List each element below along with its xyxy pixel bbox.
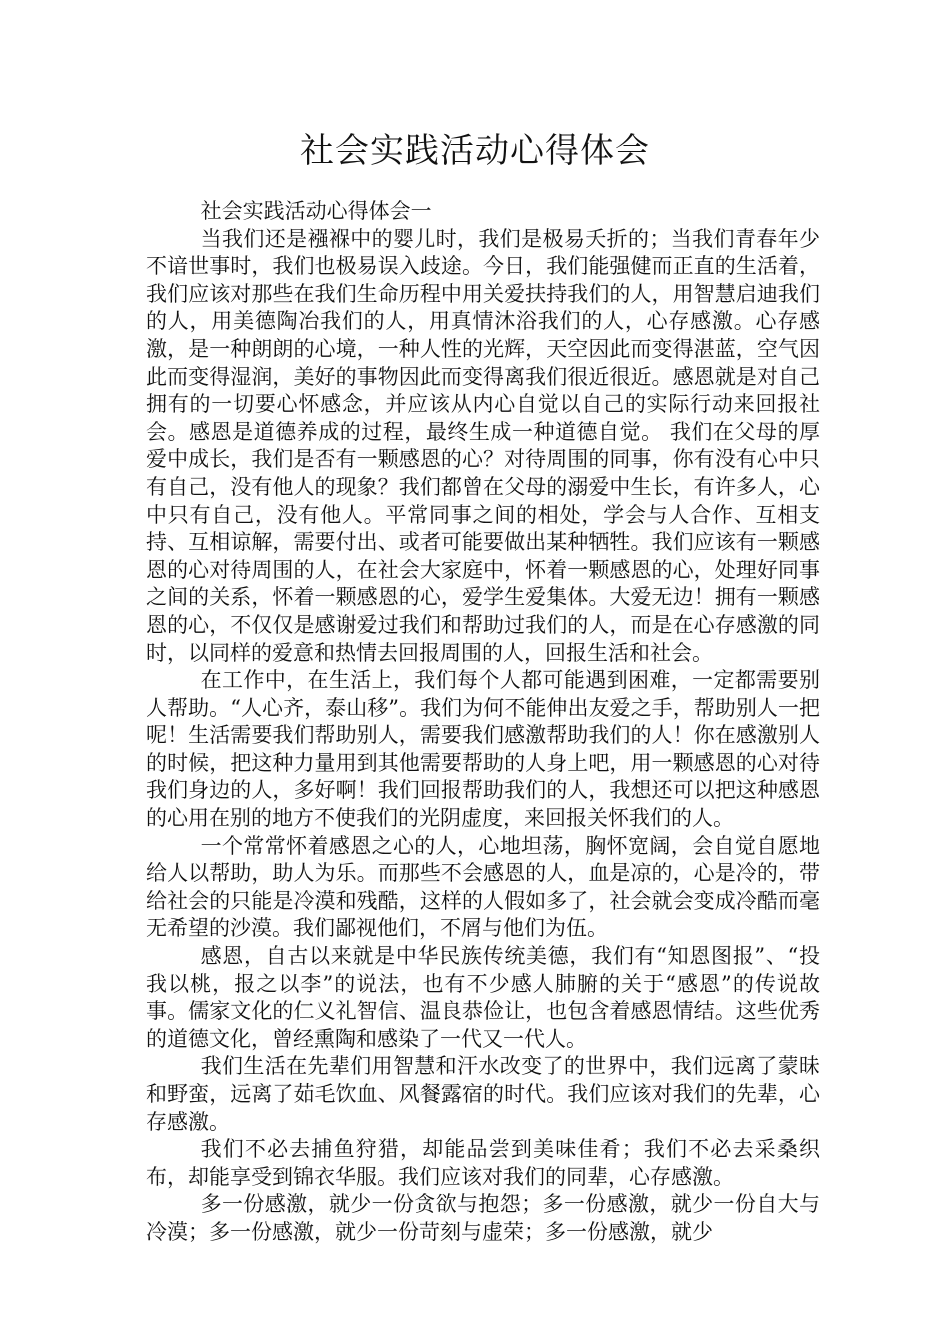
section-heading: 社会实践活动心得体会一	[200, 199, 432, 223]
paragraph-7: 多一份感激，就少一份贪欲与抱怨；多一份感激，就少一份自大与冷漠；多一份感激，就少一份苛刻与虚荣；多一份感激，就少	[146, 1192, 820, 1244]
paragraph-1: 当我们还是襁褓中的婴儿时，我们是极易夭折的；当我们青春年少不谙世事时，我们也极易误入歧途。今日，我们能强健而正直的生活着，我们应该对那些在我们生命历程中用关爱扶持我们的人，用智慧启迪我们的人，用美德陶冶我们的人，用真情沐浴我们的人，心存感激。心存感激，是一种朗朗的心境，一种人性的光辉，天空因此而变得湛蓝，空气因此而变得湿润，美好的事物因此而变得离我们很近很近。感恩就是对自己拥有的一切要心怀感念，并应该从内心自觉以自己的实际行动来回报社会。感恩是道德养成的过程，最终生成一种道德自觉。 我们在父母的厚爱中成长，我们是否有一颗感恩的心？对待周围的同事，你有没有心中只有自己，没有他人的现象？我们都曾在父母的溺爱中生长，有许多人，心中只有自己，没有他人。平常同事之间的相处，学会与人合作、互相支持、互相谅解，需要付出、或者可能要做出某种牺牲。我们应该有一颗感恩的心对待周围的人，在社会大家庭中，怀着一颗感恩的心，处理好同事之间的关系，怀着一颗感恩的心，爱学生爱集体。大爱无边！拥有一颗感恩的心，不仅仅是感谢爱过我们和帮助过我们的人，而是在心存感激的同时，以同样的爱意和热情去回报周围的人，回报生活和社会。	[146, 226, 820, 665]
paragraph-4: 感恩，自古以来就是中华民族传统美德，我们有“知恩图报”、“投我以桃，报之以李”的说法，也有不少感人肺腑的关于“感恩”的传说故事。儒家文化的仁义礼智信、温良恭俭让，也包含着感恩情结。这些优秀的道德文化，曾经熏陶和感染了一代又一代人。	[146, 944, 820, 1051]
paragraph-5: 我们生活在先辈们用智慧和汗水改变了的世界中，我们远离了蒙昧和野蛮，远离了茹毛饮血、风餐露宿的时代。我们应该对我们的先辈，心存感激。	[146, 1054, 820, 1134]
body-text	[146, 198, 820, 1247]
page-title: 社会实践活动心得体会	[300, 131, 650, 171]
paragraph-3: 一个常常怀着感恩之心的人，心地坦荡，胸怀宽阔，会自觉自愿地给人以帮助，助人为乐。而那些不会感恩的人，血是凉的，心是冷的，带给社会的只能是冷漠和残酷，这样的人假如多了，社会就会变成冷酷而毫无希望的沙漠。我们鄙视他们，不屑与他们为伍。	[146, 833, 820, 941]
paragraph-6: 我们不必去捕鱼狩猎，却能品尝到美味佳肴；我们不必去采桑织布，却能享受到锦衣华服。我们应该对我们的同辈，心存感激。	[146, 1137, 820, 1189]
paragraph-2: 在工作中，在生活上，我们每个人都可能遇到困难，一定都需要别人帮助。“人心齐，泰山移”。我们为何不能伸出友爱之手，帮助别人一把呢！生活需要我们帮助别人，需要我们感激帮助我们的人！你在感激别人的时候，把这种力量用到其他需要帮助的人身上吧，用一颗感恩的心对待我们身边的人，多好啊！我们回报帮助我们的人，我想还可以把这种感恩的心用在别的地方不使我们的光阴虚度，来回报关怀我们的人。	[146, 668, 820, 831]
